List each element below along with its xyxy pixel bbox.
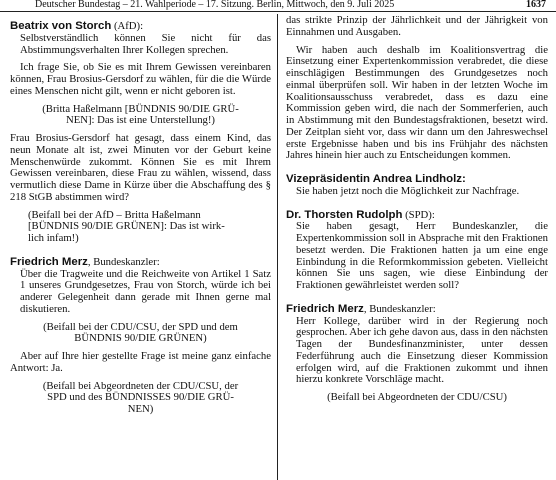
speaker-heading <box>10 21 271 33</box>
interjection-line: NEN]: Das ist eine Unterstellung!) <box>66 114 215 127</box>
speech-paragraph: Ich frage Sie, ob Sie es mit Ihrem Gewissen vereinbaren können, Frau Brosius-Gersdorf zu wählen, für die die Würde eines Menschen nicht gilt, wenn er nicht geboren ist. <box>10 61 271 97</box>
interjection <box>20 210 271 245</box>
speaker-heading <box>286 304 548 316</box>
speech-paragraph: Wir haben auch deshalb im Koalitionsvertrag die Einsetzung einer Expertenkommission verabredet, die diese einschlägigen Bestimmungen des Grundgesetzes noch einmal überprüfen soll. Wir haben in der letzten Woche im Koalitionsausschuss verabredet, dass es dazu eine Kommission geben wird, die nach der Sommerferien, auch in Abstimmung mit den Bundestagsfraktionen, besetzt wird. Der Zeitplan sieht vor, dass wir dann um den Jahreswechsel erste Ergebnisse haben und bis ins Frühjahr des nächsten Jahres hinein hier auch zu Entscheidungen kommen. <box>286 43 548 162</box>
page-number: 1637 <box>526 0 546 10</box>
interjection <box>10 381 271 416</box>
header-rule <box>0 11 556 12</box>
right-column <box>286 15 548 404</box>
interjection-line: SPD und des BÜNDNISSES 90/DIE GRÜ- <box>47 391 234 404</box>
speaker-name: Friedrich Merz <box>10 255 88 268</box>
speech-paragraph: das strikte Prinzip der Jährlichkeit und der Jährigkeit von Einnahmen und Ausgaben. <box>286 14 548 38</box>
speaker-party: (SPD): <box>402 208 435 221</box>
speaker-name: Dr. Thorsten Rudolph <box>286 208 403 221</box>
speech-paragraph: Herr Kollege, darüber wird in der Regierung noch gesprochen. Aber ich gehe davon aus, dass in den nächsten Tagen der Bundesfinanzminister, unter dessen Federführung auch die Einsetzung dieser Kommission erfolgen wird, auf die Fraktionen zukommt und ihnen hierzu konkrete Vorschläge macht. <box>296 314 548 386</box>
speaker-heading <box>10 257 271 269</box>
interjection-line: (Beifall bei der CDU/CSU, der SPD und dem <box>43 320 238 333</box>
speech-paragraph: Aber auf Ihre hier gestellte Frage ist meine ganz einfache Antwort: Ja. <box>10 350 271 374</box>
speaker-party: (AfD): <box>111 20 144 32</box>
interjection <box>10 104 271 128</box>
interjection <box>10 322 271 346</box>
interjection-line: (Beifall bei Abgeordneten der CDU/CSU, der <box>42 379 239 392</box>
left-column <box>10 15 271 416</box>
interjection: (Beifall bei Abgeordneten der CDU/CSU) <box>327 391 507 403</box>
speech-paragraph: Über die Tragweite und die Reichweite von Artikel 1 Satz 1 unseres Grundgesetzes, Frau von Storch, würde ich bei anderer Gelegenheit dann gerade mit Ihnen gerne mal diskutieren. <box>20 267 271 315</box>
speech-paragraph: Frau Brosius-Gersdorf hat gesagt, dass einem Kind, das neun Monate alt ist, zwei Minuten vor der Geburt keine Menschenwürde zukommt. Können Sie es mit Ihrem Gewissen vereinbaren, diese Frau zu wählen, wissend, dass vermutlich diese Dame in Kürze über die Abschaffung des § 218 StGB abstimmen wird? <box>10 132 271 203</box>
speaker-heading <box>286 174 548 186</box>
speech-paragraph: Sie haben gesagt, Herr Bundeskanzler, die Expertenkommission soll in Absprache mit den Fraktionen besetzt werden. Die Fraktionen hatten ja um eine enge Einbindung in die Reformkommission gebeten. Vielleicht können Sie uns sagen, wie diese Einbindung der Fraktionen gewährleistet werden soll? <box>296 220 548 291</box>
speaker-role: , Bundeskanzler: <box>87 255 160 268</box>
column-divider <box>277 14 278 480</box>
speaker-name: Beatrix von Storch <box>10 20 112 32</box>
interjection-line: NEN) <box>127 403 154 415</box>
interjection-line: (Beifall bei der AfD – Britta Haßelmann <box>28 208 201 221</box>
interjection-line: BÜNDNIS 90/DIE GRÜNEN) <box>74 332 207 345</box>
speech-paragraph: Selbstverständlich können Sie nicht für das Abstimmungsverhalten Ihrer Kollegen sprechen. <box>20 31 271 56</box>
speech-paragraph: Sie haben jetzt noch die Möglichkeit zur Nachfrage. <box>296 184 520 197</box>
interjection-line: lich infam!) <box>28 232 79 244</box>
speaker-role: , Bundeskanzler: <box>363 302 436 315</box>
interjection-line: (Britta Haßelmann [BÜNDNIS 90/DIE GRÜ- <box>42 102 239 115</box>
header-text: Deutscher Bundestag – 21. Wahlperiode – 17. Sitzung. Berlin, Mittwoch, den 9. Juli 2025 <box>35 0 395 10</box>
interjection-line: [BÜNDNIS 90/DIE GRÜNEN]: Das ist wirk- <box>28 220 225 233</box>
speaker-name: Friedrich Merz <box>286 302 364 315</box>
speaker-name: Vizepräsidentin Andrea Lindholz: <box>286 173 466 185</box>
